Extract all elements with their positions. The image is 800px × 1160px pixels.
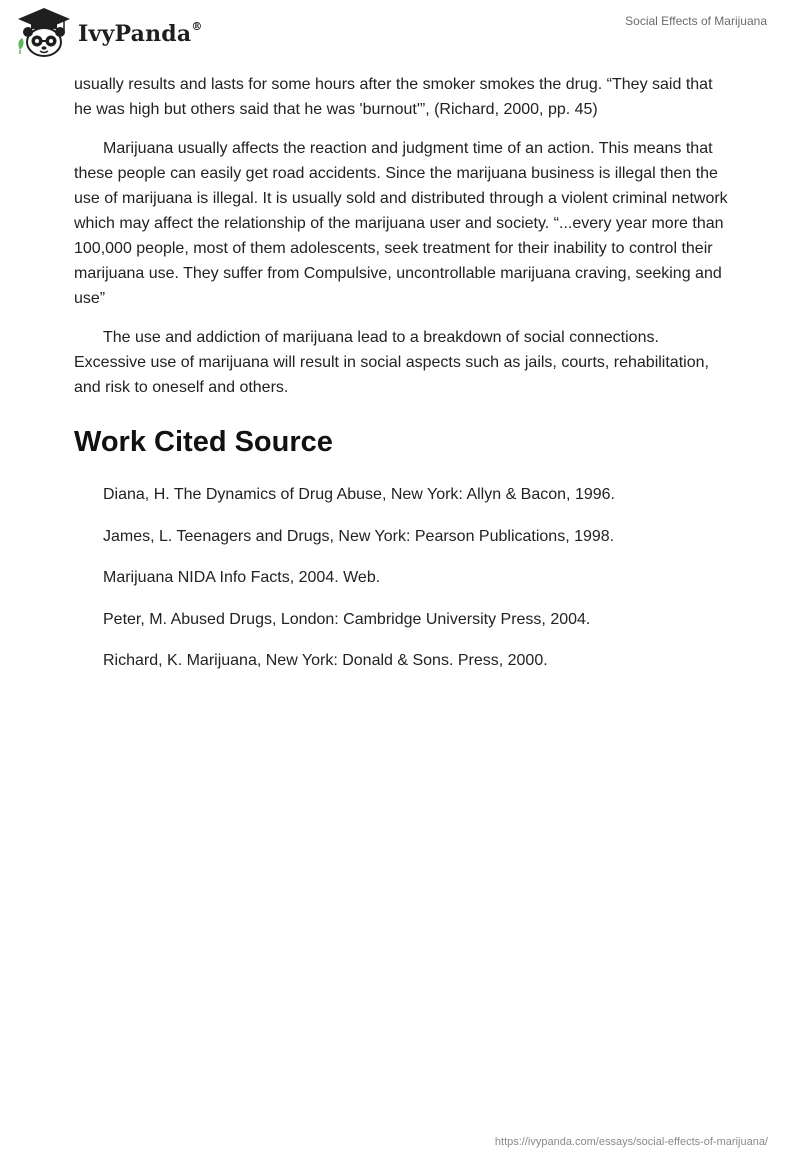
body-paragraph-1: usually results and lasts for some hours after the smoker smokes the drug. “They said that he was high but others said that he was 'burnout'”, (Richard, 2000, pp. 45)	[74, 76, 713, 118]
source-url-link[interactable]: https://ivypanda.com/essays/social-effects-of-marijuana/	[494, 1136, 768, 1148]
reference-item: Diana, H. The Dynamics of Drug Abuse, New York: Allyn & Bacon, 1996.	[103, 486, 615, 503]
brand-name: IvyPanda®	[78, 19, 203, 47]
ivypanda-logo[interactable]	[14, 6, 203, 58]
body-paragraph-2: Marijuana usually affects the reaction and judgment time of an action. This means that these people can easily get road accidents. Since the marijuana business is illegal then the use of marijuana is illegal. It is usually sold and distributed through a violent criminal network which may affect the relationship of the marijuana user and society. “...every year more than 100,000 people, most of them adolescents, seek treatment for their inability to control their marijuana use. They suffer from Compulsive, uncontrollable marijuana craving, seeking and use”	[74, 140, 728, 307]
works-cited-heading: Work Cited Source	[74, 426, 333, 458]
reference-item: Marijuana NIDA Info Facts, 2004. Web.	[103, 569, 381, 586]
essay-content	[74, 72, 734, 692]
reference-item: Peter, M. Abused Drugs, London: Cambridge University Press, 2004.	[103, 610, 591, 628]
page-header	[0, 0, 800, 70]
reference-item: James, L. Teenagers and Drugs, New York: Pearson Publications, 1998.	[103, 527, 615, 545]
panda-graduate-icon	[14, 6, 74, 58]
document-title: Social Effects of Marijuana	[625, 14, 767, 28]
reference-item: Richard, K. Marijuana, New York: Donald & Sons. Press, 2000.	[103, 652, 548, 669]
references-list	[74, 484, 734, 672]
body-paragraph-3: The use and addiction of marijuana lead to a breakdown of social connections. Excessive use of marijuana will result in social aspects such as jails, courts, rehabilitation, and risk to oneself and others.	[74, 329, 709, 396]
